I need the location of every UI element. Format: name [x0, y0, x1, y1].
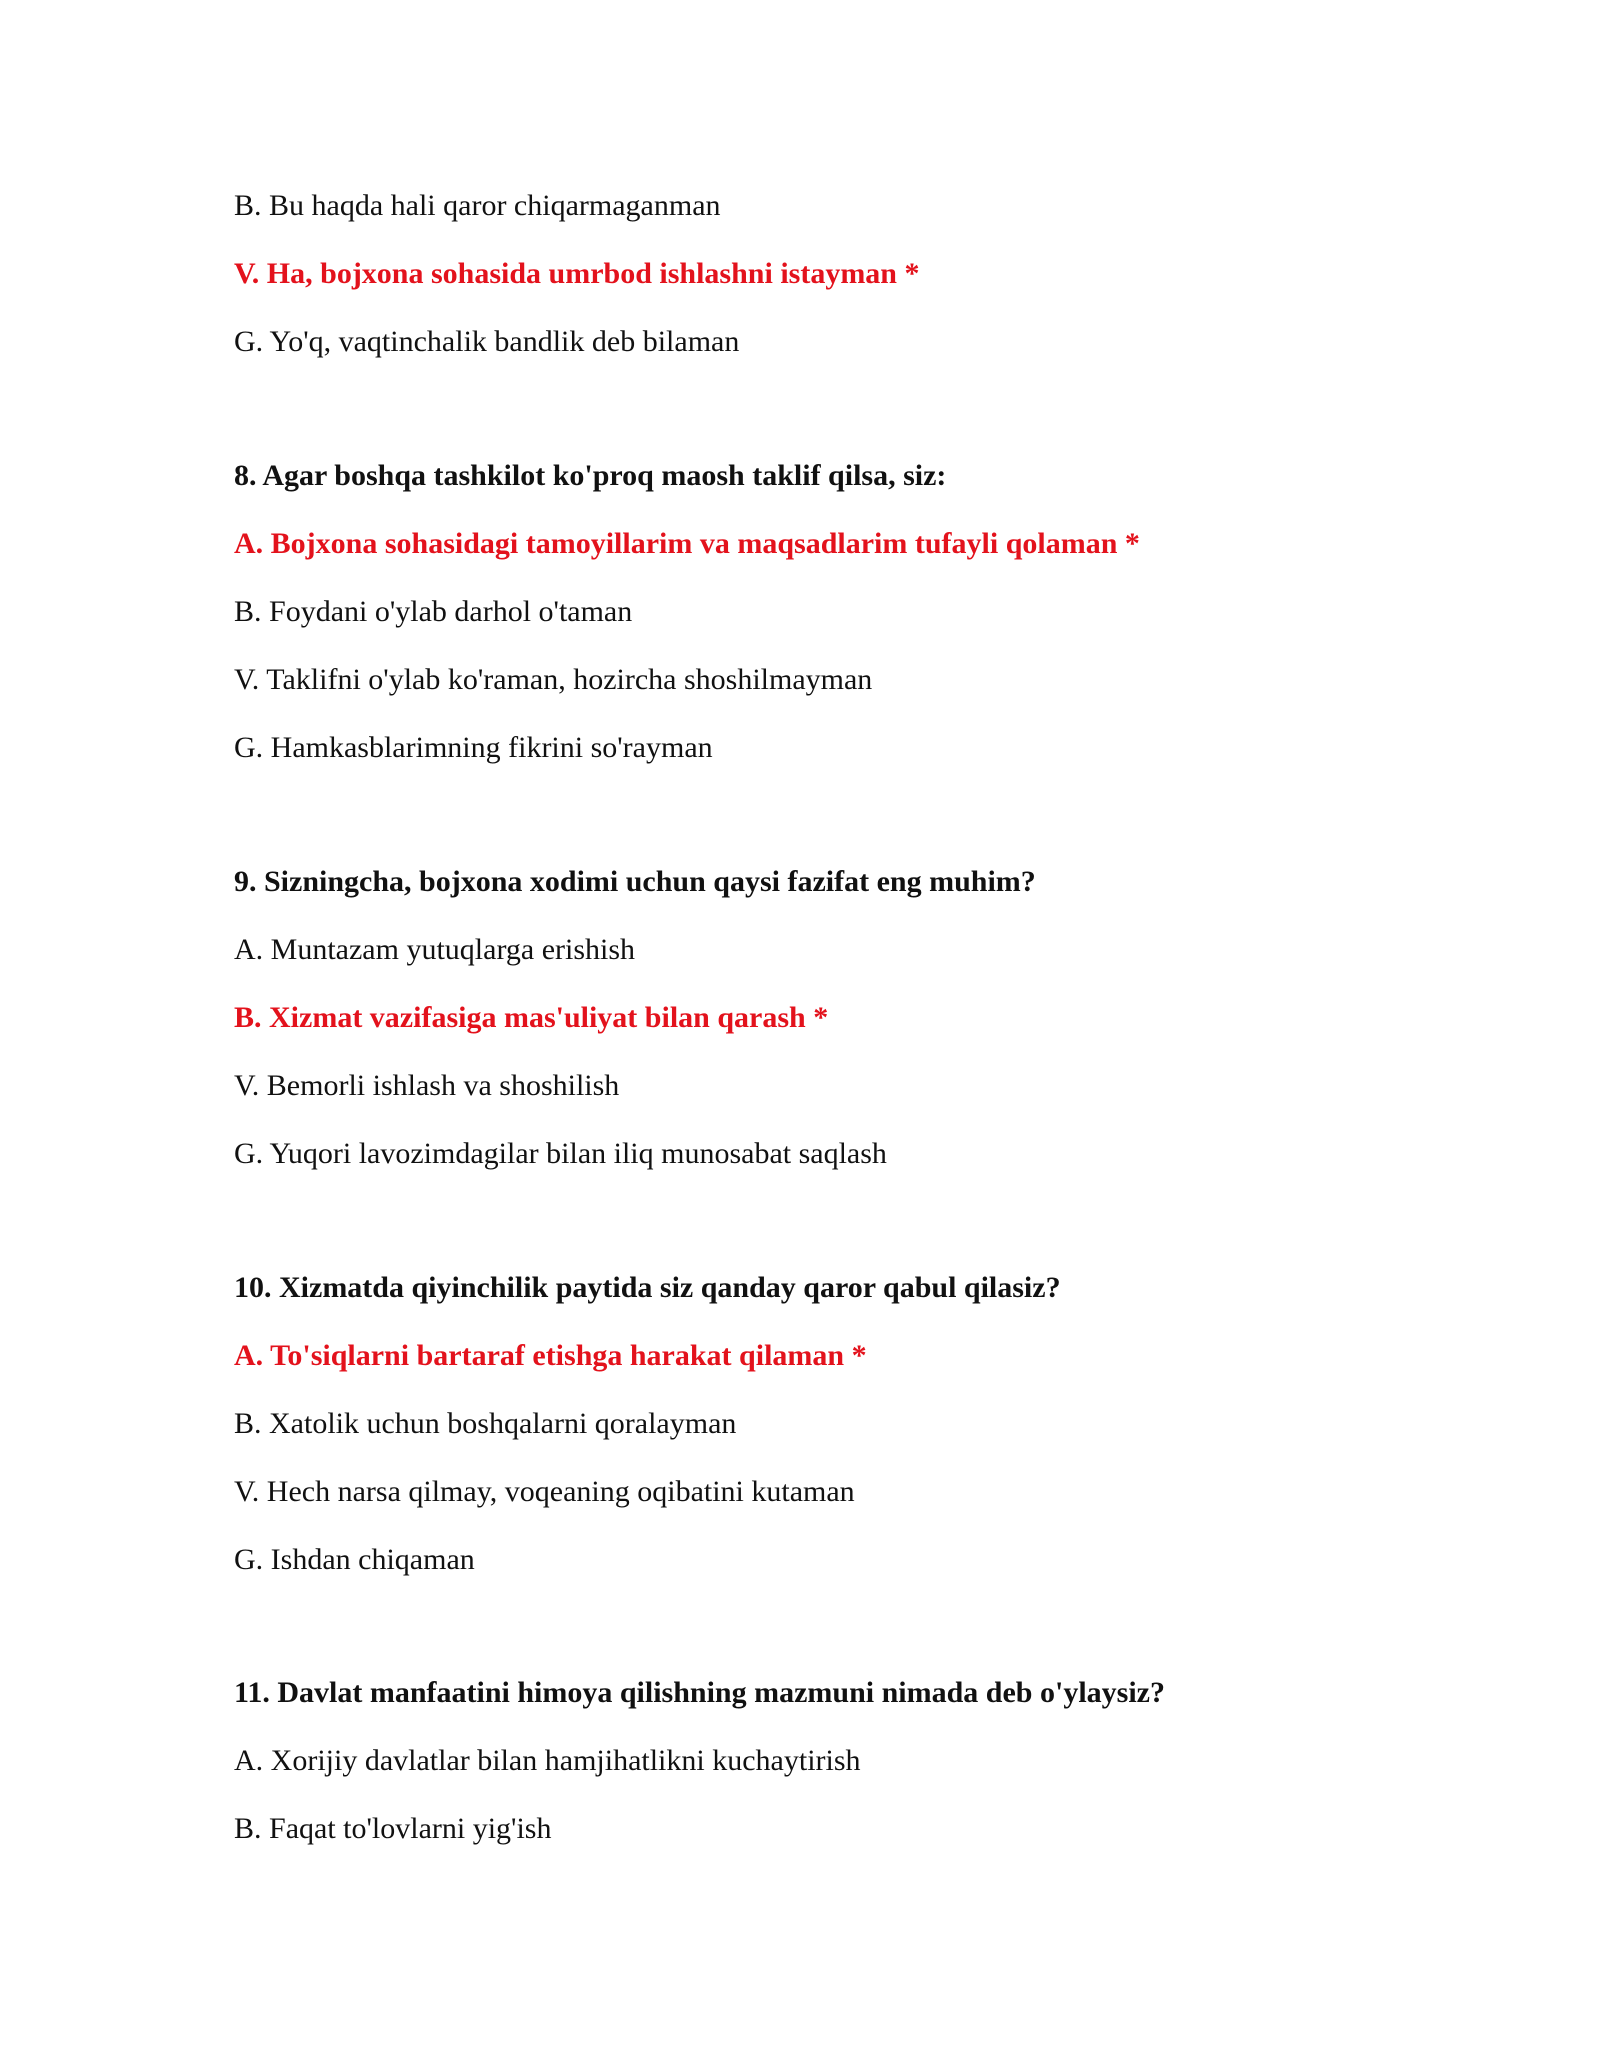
answer-option: B. Bu haqda hali qaror chiqarmaganman: [234, 189, 721, 222]
correct-answer: A. Bojxona sohasidagi tamoyillarim va maqsadlarim tufayli qolaman *: [234, 527, 1140, 560]
correct-answer: B. Xizmat vazifasiga mas'uliyat bilan qarash *: [234, 1001, 829, 1034]
answer-option: V. Bemorli ishlash va shoshilish: [234, 1069, 620, 1102]
answer-option: A. Xorijiy davlatlar bilan hamjihatlikni kuchaytirish: [234, 1744, 861, 1777]
answer-option: V. Taklifni o'ylab ko'raman, hozircha shoshilmayman: [234, 663, 873, 696]
answer-option: B. Faqat to'lovlarni yig'ish: [234, 1812, 552, 1845]
question-10: 10. Xizmatda qiyinchilik paytida siz qanday qaror qabul qilasiz?: [234, 1271, 1061, 1304]
question-11: 11. Davlat manfaatini himoya qilishning mazmuni nimada deb o'ylaysiz?: [234, 1676, 1165, 1709]
question-8: 8. Agar boshqa tashkilot ko'proq maosh taklif qilsa, siz:: [234, 459, 947, 492]
answer-option: G. Yo'q, vaqtinchalik bandlik deb bilaman: [234, 325, 740, 358]
correct-answer: V. Ha, bojxona sohasida umrbod ishlashni istayman *: [234, 257, 920, 290]
question-9: 9. Sizningcha, bojxona xodimi uchun qaysi fazifat eng muhim?: [234, 865, 1036, 898]
answer-option: A. Muntazam yutuqlarga erishish: [234, 933, 636, 966]
correct-answer: A. To'siqlarni bartaraf etishga harakat qilaman *: [234, 1339, 867, 1372]
answer-option: G. Ishdan chiqaman: [234, 1543, 475, 1576]
answer-option: V. Hech narsa qilmay, voqeaning oqibatini kutaman: [234, 1475, 855, 1508]
answer-option: G. Hamkasblarimning fikrini so'rayman: [234, 731, 713, 764]
answer-option: G. Yuqori lavozimdagilar bilan iliq munosabat saqlash: [234, 1137, 887, 1170]
answer-option: B. Foydani o'ylab darhol o'taman: [234, 595, 633, 628]
answer-option: B. Xatolik uchun boshqalarni qoralayman: [234, 1407, 737, 1440]
